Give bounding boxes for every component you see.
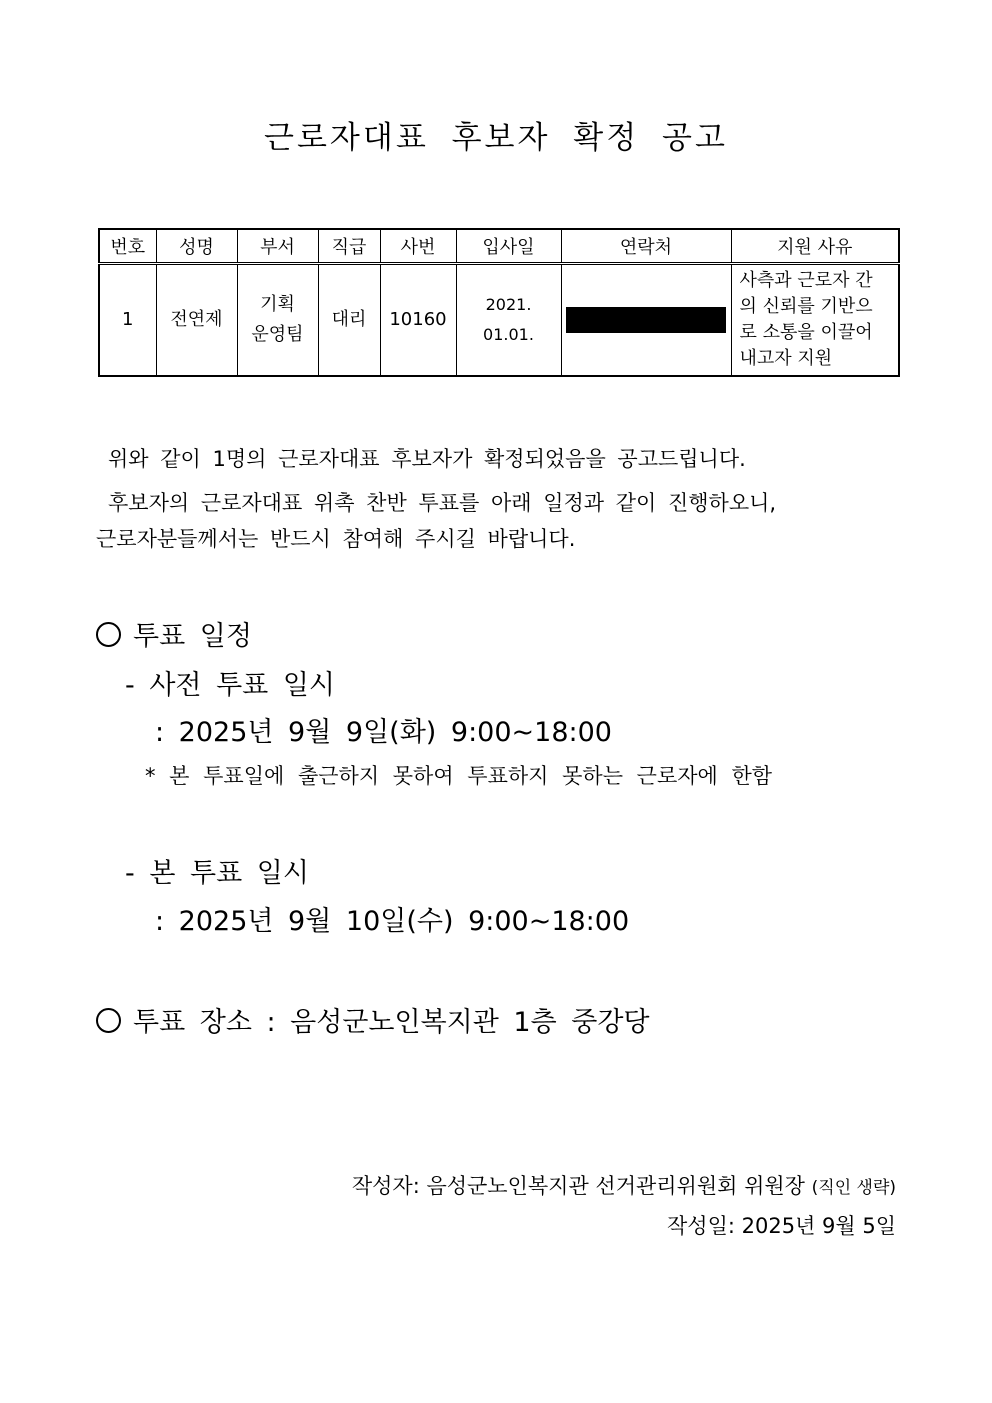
announcement-line-1: 위와 같이 1명의 근로자대표 후보자가 확정되었음을 공고드립니다. <box>108 447 746 471</box>
header-contact: 연락처 <box>561 229 731 264</box>
join-date-line-1: 2021. <box>485 295 532 314</box>
cell-rank: 대리 <box>318 264 380 377</box>
main-vote-label: - 본 투표 일시 <box>125 858 309 889</box>
cell-number: 1 <box>99 264 156 377</box>
header-department: 부서 <box>237 229 318 264</box>
reason-line-2: 의 신뢰를 기반으 <box>739 296 873 317</box>
cell-join-date <box>456 264 561 377</box>
early-vote-date: : 2025년 9월 9일(화) 9:00~18:00 <box>155 717 612 748</box>
schedule-heading-text: 투표 일정 <box>133 621 252 652</box>
join-date-line-2: 01.01. <box>483 325 534 344</box>
cell-name: 전연제 <box>156 264 237 377</box>
reason-line-1: 사측과 근로자 간 <box>739 270 873 291</box>
table-header-row <box>99 229 899 264</box>
table-row <box>99 264 899 377</box>
header-name: 성명 <box>156 229 237 264</box>
page-title: 근로자대표 후보자 확정 공고 <box>264 120 728 156</box>
cell-department <box>237 264 318 377</box>
candidate-table <box>98 228 900 377</box>
vote-location <box>96 1000 650 1039</box>
author-line <box>352 1170 896 1200</box>
cell-reason <box>731 264 899 377</box>
early-vote-label: - 사전 투표 일시 <box>125 670 335 701</box>
circle-bullet-icon <box>96 1008 121 1033</box>
vote-location-text: 투표 장소 : 음성군노인복지관 1층 중강당 <box>133 1007 650 1038</box>
written-date: 작성일: 2025년 9월 5일 <box>667 1214 896 1238</box>
reason-line-3: 로 소통을 이끌어 <box>739 322 873 343</box>
announcement-line-2: 후보자의 근로자대표 위촉 찬반 투표를 아래 일정과 같이 진행하오니, <box>108 491 777 515</box>
announcement-line-3: 근로자분들께서는 반드시 참여해 주시길 바랍니다. <box>96 527 576 551</box>
header-reason: 지원 사유 <box>731 229 899 264</box>
cell-contact <box>561 264 731 377</box>
circle-bullet-icon <box>96 622 121 647</box>
early-vote-note: * 본 투표일에 출근하지 못하여 투표하지 못하는 근로자에 한함 <box>145 764 773 788</box>
department-line-1: 기획 <box>260 294 295 315</box>
header-join-date: 입사일 <box>456 229 561 264</box>
seal-note: (직인 생략) <box>811 1178 896 1198</box>
redaction-bar <box>566 307 726 333</box>
cell-employee-id: 10160 <box>380 264 456 377</box>
header-rank: 직급 <box>318 229 380 264</box>
schedule-heading <box>96 614 252 653</box>
header-number: 번호 <box>99 229 156 264</box>
author-text: 작성자: 음성군노인복지관 선거관리위원회 위원장 <box>351 1174 805 1198</box>
main-vote-date: : 2025년 9월 10일(수) 9:00~18:00 <box>155 906 630 937</box>
reason-line-4: 내고자 지원 <box>739 348 833 369</box>
department-line-2: 운영팀 <box>251 324 304 345</box>
header-employee-id: 사번 <box>380 229 456 264</box>
